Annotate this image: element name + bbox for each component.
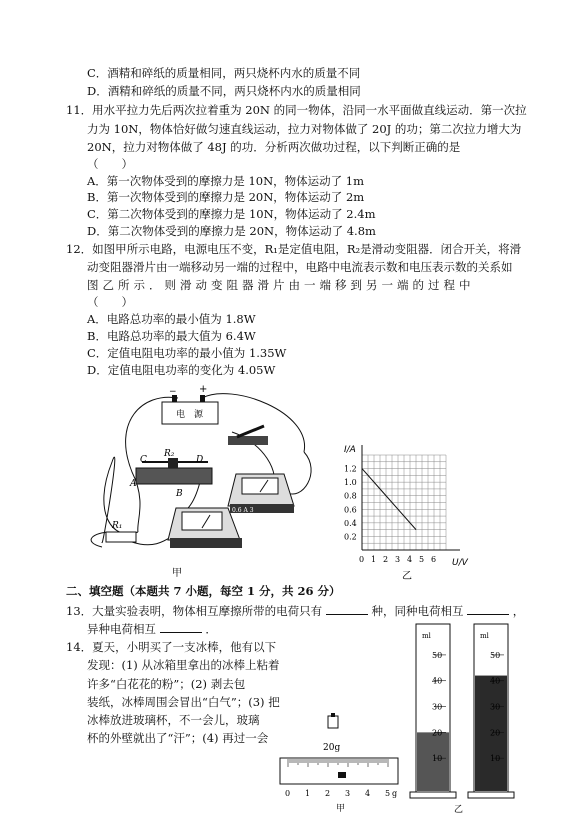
unit-left: ml xyxy=(422,632,431,640)
q12-option-d: D．定值电阻电功率的变化为 4.05W xyxy=(87,363,276,377)
y-tick-label: 1.2 xyxy=(344,464,357,474)
q11-option-d: D．第二次物体受到的摩擦力是 20N，物体运动了 4.8m xyxy=(87,224,376,238)
q12-option-c: C．定值电阻电功率的最小值为 1.35W xyxy=(87,346,287,360)
series-line xyxy=(362,469,416,530)
switch xyxy=(228,436,268,445)
x-tick-label: 1 xyxy=(371,555,377,564)
volume-tick-label: 30 xyxy=(490,702,501,712)
q13-blank-1 xyxy=(326,604,368,615)
q14-line-1: 14．夏天，小明买了一支冰棒，他有以下 xyxy=(66,640,277,654)
y-tick-label: 1.0 xyxy=(344,478,357,488)
resistor-r1 xyxy=(106,532,136,542)
q12-line-1: 12．如图甲所示电路，电源电压不变，R₁是定值电阻，R₂是滑动变阻器．闭合开关，将滑 xyxy=(66,242,522,256)
q13-text-2: 种，同种电荷相互 xyxy=(371,604,464,618)
meter-scale: 0.6 A 3 xyxy=(232,507,254,514)
q11-option-a: A．第一次物体受到的摩擦力是 10N，物体运动了 1m xyxy=(87,174,365,188)
q13-text-1: 13．大量实验表明，物体相互摩擦所带的电荷只有 xyxy=(66,604,323,618)
q13-text-3: ， xyxy=(512,604,525,618)
volume-tick-label: 20 xyxy=(490,728,501,738)
scale-tick-label: 2 xyxy=(325,789,331,798)
y-tick-label: 0.6 xyxy=(344,505,357,515)
q12-line-2: 动变阻器滑片由一端移动另一端的过程中，电路中电流表示数和电压表示数的关系如 xyxy=(87,260,513,274)
q13-text-4: 异种电荷相互 xyxy=(87,622,156,636)
volume-tick-label: 40 xyxy=(490,676,501,686)
cylinders-figure xyxy=(404,616,534,816)
label-a: A xyxy=(130,479,137,489)
q12-option-b: B．电路总功率的最大值为 6.4W xyxy=(87,329,256,343)
y-axis-label: I/A xyxy=(344,445,356,455)
scale-tick-label: 5 xyxy=(385,789,391,798)
cylinder-base-right xyxy=(468,792,514,798)
q12-paren: （ ） xyxy=(87,295,133,309)
q14-line-5: 冰棒放进玻璃杯，不一会儿，玻璃 xyxy=(87,713,260,727)
q11-option-c: C．第二次物体受到的摩擦力是 10N，物体运动了 2.4m xyxy=(87,207,376,221)
y-tick-label: 0.2 xyxy=(344,532,357,542)
scale-unit: g xyxy=(392,789,398,798)
weight-knob xyxy=(331,713,335,717)
cylinder-right xyxy=(468,624,514,798)
cylinder-left xyxy=(410,624,456,798)
unit-right: ml xyxy=(480,632,489,640)
scale-tick-label: 3 xyxy=(345,789,351,798)
q13-blank-2 xyxy=(467,604,509,615)
weight-label: 20g xyxy=(323,743,341,753)
weight-icon xyxy=(328,716,338,728)
volume-tick-label: 50 xyxy=(490,650,501,660)
q11-option-b: B．第一次物体受到的摩擦力是 20N，物体运动了 2m xyxy=(87,190,365,204)
caption-jia: 甲 xyxy=(172,568,182,578)
slider xyxy=(168,458,178,468)
q13-text-5: ． xyxy=(205,622,217,636)
cylinder-base-left xyxy=(410,792,456,798)
volume-tick-label: 10 xyxy=(490,754,501,764)
x-axis-label: U/V xyxy=(452,558,468,568)
x-tick-label: 4 xyxy=(407,555,413,564)
q10-option-d: D．酒精和碎纸的质量不同，两只烧杯内水的质量相同 xyxy=(87,84,361,98)
q12-option-a: A．电路总功率的最小值为 1.8W xyxy=(87,312,256,326)
q14-line-2: 发现：(1) 从冰箱里拿出的冰棒上粘着 xyxy=(87,658,280,672)
volume-tick-label: 30 xyxy=(432,702,443,712)
q13-blank-3 xyxy=(160,622,202,633)
q12-line-3: 图乙所示．则滑动变阻器滑片由一端移到另一端的过程中 xyxy=(87,278,475,292)
x-tick-label: 6 xyxy=(431,555,437,564)
q11-line-1: 11．用水平拉力先后两次拉着重为 20N 的同一物体，沿同一水平面做直线运动．第一次拉 xyxy=(66,103,527,117)
y-tick-label: 0.8 xyxy=(344,491,357,501)
caption-yi: 乙 xyxy=(402,571,412,580)
plus-sign: + xyxy=(199,384,208,395)
q11-paren: （ ） xyxy=(87,157,133,171)
q13-line-2 xyxy=(87,622,217,636)
wire xyxy=(286,452,311,494)
label-d: D xyxy=(196,455,204,465)
terminal-plus xyxy=(200,395,205,402)
q14-line-3: 许多“白花花的粉”；(2) 剥去包 xyxy=(87,677,246,691)
q11-line-2: 力为 10N，物体恰好做匀速直线运动，拉力对物体做了 20J 的功；第二次拉力增大为 xyxy=(87,122,522,136)
volume-tick-label: 20 xyxy=(432,728,443,738)
label-b: B xyxy=(176,489,183,499)
x-tick-label: 3 xyxy=(395,555,401,564)
circuit-diagram xyxy=(72,382,332,578)
y-tick-label: 0.4 xyxy=(344,518,357,528)
minus-sign: − xyxy=(169,387,177,397)
scale-tick-label: 4 xyxy=(365,789,371,798)
iv-graph xyxy=(332,440,482,580)
scale-figure xyxy=(276,712,402,816)
x-tick-label: 0 xyxy=(359,555,365,564)
q11-line-3: 20N，拉力对物体做了 48J 的功．分析两次做功过程，以下判断正确的是 xyxy=(87,140,461,154)
q10-option-c: C．酒精和碎纸的质量相同，两只烧杯内水的质量不同 xyxy=(87,66,361,80)
label-c: C xyxy=(140,455,147,465)
rider xyxy=(338,772,346,778)
r2-label: R₂ xyxy=(164,449,175,459)
rheostat xyxy=(136,468,212,484)
caption-bl: 甲 xyxy=(336,804,346,814)
volume-tick-label: 40 xyxy=(432,676,443,686)
scale-tick-label: 1 xyxy=(305,789,311,798)
volume-tick-label: 10 xyxy=(432,754,443,764)
switch-lever xyxy=(237,426,264,437)
q14-line-6: 杯的外壁就出了“汗”；(4) 再过一会 xyxy=(87,731,269,745)
scale-tick-label: 0 xyxy=(285,789,291,798)
r1-label: R₁ xyxy=(112,521,123,531)
q14-line-4: 装纸，冰棒周围会冒出“白气”；(3) 把 xyxy=(87,695,280,709)
x-tick-label: 5 xyxy=(419,555,425,564)
volume-tick-label: 50 xyxy=(432,650,443,660)
x-tick-label: 2 xyxy=(383,555,389,564)
ammeter-base xyxy=(170,538,242,548)
caption-br: 乙 xyxy=(454,805,464,815)
power-label: 电 源 xyxy=(176,410,204,420)
section-2-heading: 二、填空题（本题共 7 小题，每空 1 分，共 26 分） xyxy=(66,584,341,598)
